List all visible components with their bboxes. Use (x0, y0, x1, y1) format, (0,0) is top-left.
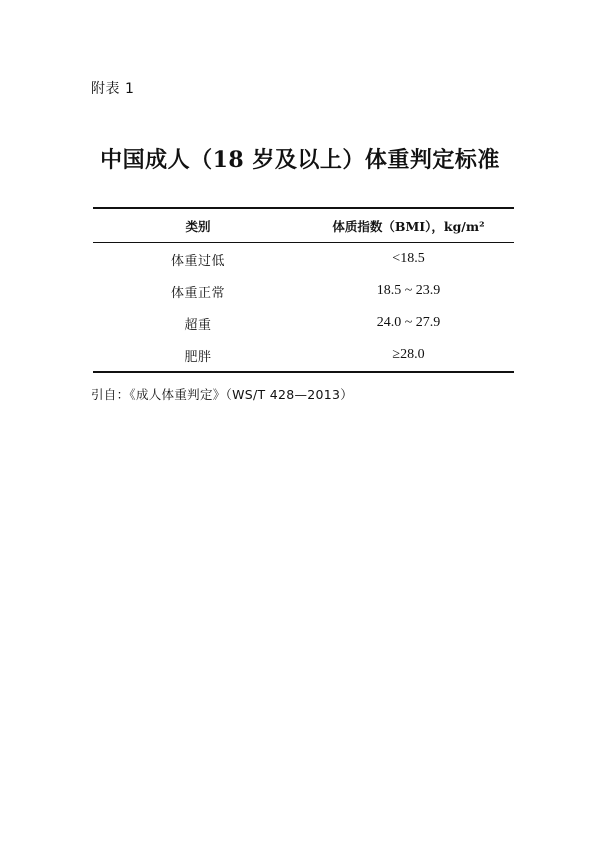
header-bmi: 体质指数（BMI），kg/m² (303, 208, 514, 243)
appendix-label: 附表 1 (91, 81, 135, 97)
category-cell: 超重 (184, 317, 212, 333)
category-cell: 肥胖 (184, 349, 212, 365)
table-row (93, 275, 514, 307)
bmi-standard-table (93, 207, 514, 373)
table-row (93, 307, 514, 339)
bmi-cell: <18.5 (392, 251, 425, 266)
table-header-row (93, 208, 514, 243)
bmi-cell: 18.5 ~ 23.9 (376, 283, 441, 298)
bmi-cell: 24.0 ~ 27.9 (376, 315, 441, 330)
category-cell: 体重正常 (170, 285, 225, 301)
bmi-cell: ≥28.0 (392, 347, 425, 362)
source-citation: 引自：《成人体重判定》（WS/T 428—2013） (91, 387, 354, 402)
header-category: 类别 (93, 208, 303, 243)
document-title: 中国成人（18 岁及以上）体重判定标准 (100, 147, 500, 173)
table-row (93, 243, 514, 276)
table-row (93, 339, 514, 372)
category-cell: 体重过低 (170, 253, 225, 269)
